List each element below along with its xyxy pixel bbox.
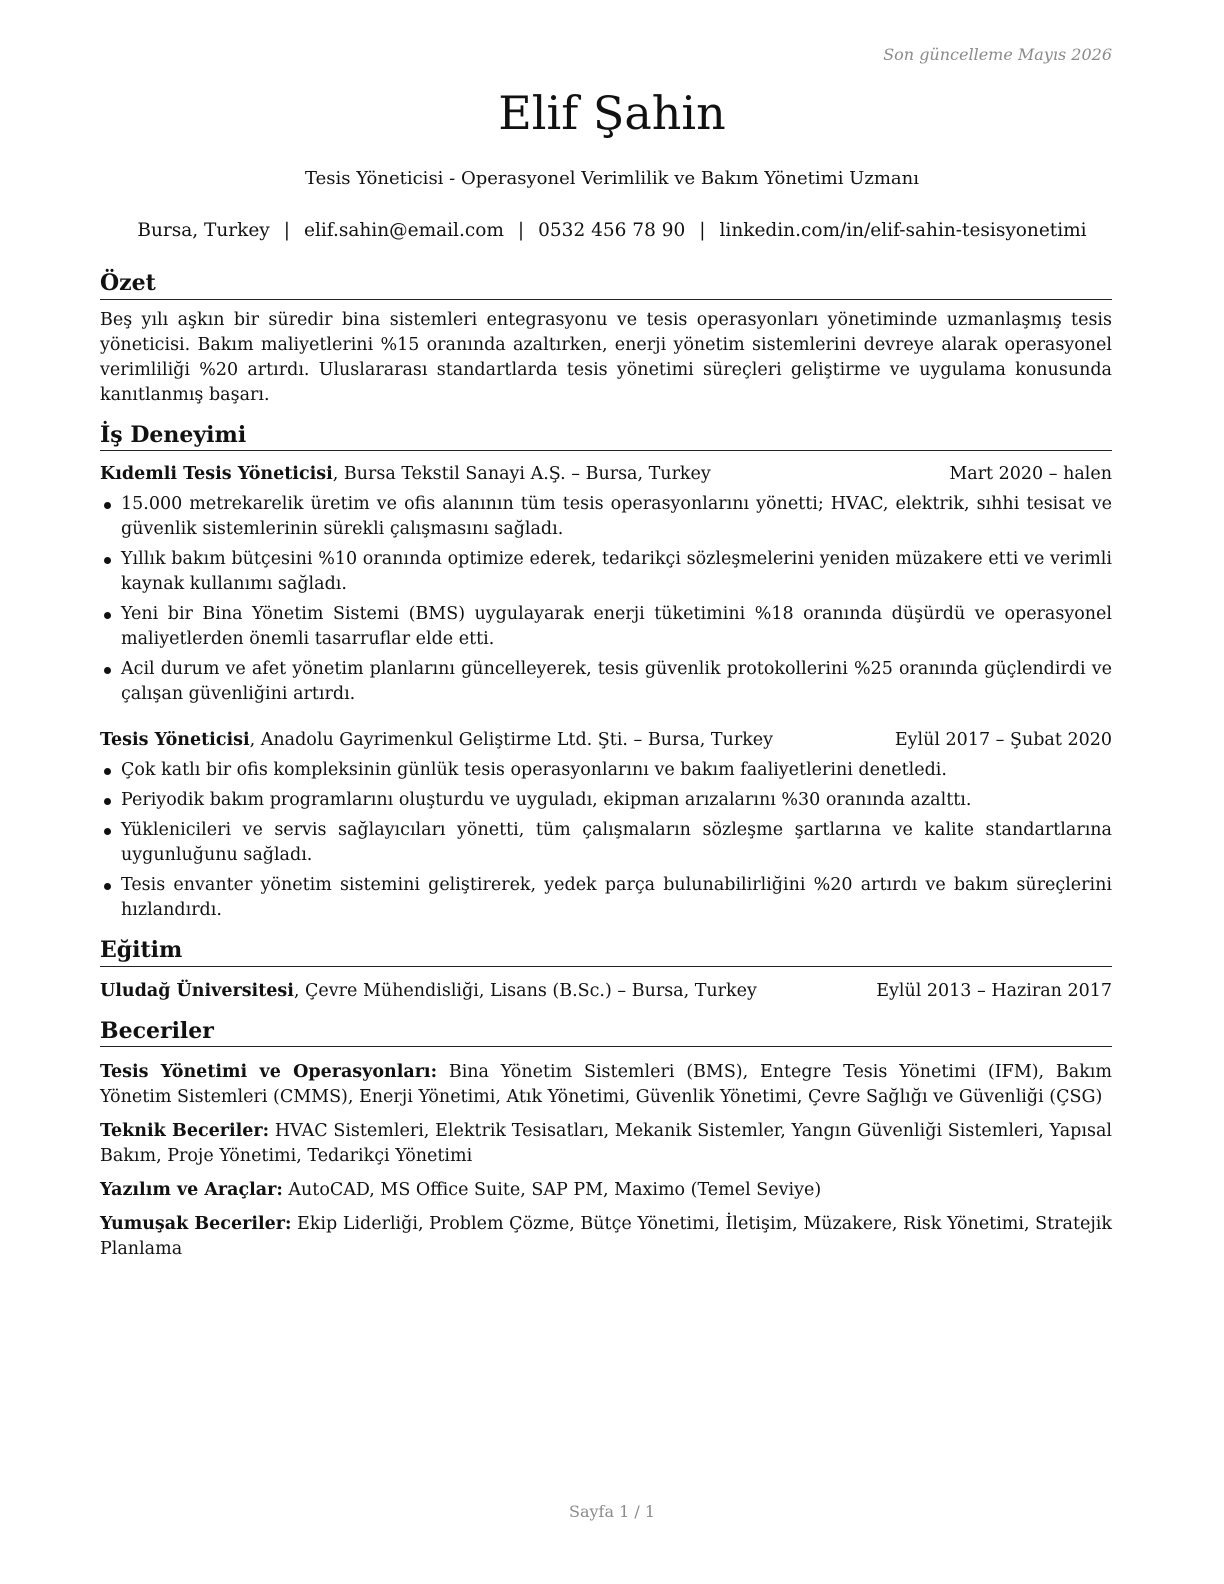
skill-group bbox=[100, 1212, 1112, 1262]
job-company: , Bursa Tekstil Sanayi A.Ş. – Bursa, Turkey bbox=[332, 464, 711, 484]
section-title-experience: İş Deneyimi bbox=[100, 422, 1112, 452]
job-bullets bbox=[100, 492, 1112, 707]
skill-group-text: AutoCAD, MS Office Suite, SAP PM, Maximo (Temel Seviye) bbox=[282, 1180, 822, 1200]
job-bullet: Tesis envanter yönetim sistemini geliştirerek, yedek parça bulunabilirliğini %20 artırdı ve bakım süreçlerini hızlandırdı. bbox=[100, 873, 1112, 923]
education-dates: Eylül 2013 – Haziran 2017 bbox=[876, 980, 1112, 1001]
skills-section bbox=[100, 1018, 1112, 1263]
skill-group-text: Bina Yönetim Sistemleri (BMS), Entegre Tesis Yönetimi (IFM), Bakım Yönetim Sistemleri (CMMS), Enerji Yönetimi, Atık Yönetimi, Güvenlik Yönetimi, Çevre Sağlığı ve Güvenliği (ÇSG) bbox=[100, 1062, 1112, 1107]
job-title-line bbox=[100, 462, 711, 487]
job-bullet: Yıllık bakım bütçesini %10 oranında optimize ederek, tedarikçi sözleşmelerini yeniden müzakere etti ve verimli kaynak kullanımı sağladı. bbox=[100, 547, 1112, 597]
page-number: Sayfa 1 / 1 bbox=[568, 1502, 655, 1521]
job-bullet: Periyodik bakım programlarını oluşturdu ve uyguladı, ekipman arızalarını %30 oranında azalttı. bbox=[100, 788, 1112, 813]
headline: Tesis Yöneticisi - Operasyonel Verimlilik ve Bakım Yönetimi Uzmanı bbox=[305, 168, 919, 189]
job-header bbox=[100, 462, 1112, 487]
job-entry bbox=[100, 462, 1112, 707]
summary-text: Beş yılı aşkın bir süredir bina sistemleri entegrasyonu ve tesis operasyonları yönetiminde uzmanlaşmış tesis yöneticisi. Bakım maliyetlerini %15 oranında azaltırken, enerji yönetim sistemlerini devreye alarak operasyonel verimliliği %20 artırdı. Uluslararası standartlarda tesis yönetimi süreçleri geliştirme ve uygulama konusunda kanıtlanmış başarı. bbox=[100, 309, 1112, 405]
contact-separator: | bbox=[517, 220, 525, 241]
section-title-summary: Özet bbox=[100, 270, 1112, 300]
contact-separator: | bbox=[283, 220, 290, 241]
job-bullet: 15.000 metrekarelik üretim ve ofis alanının tüm tesis operasyonlarını yönetti; HVAC, elektrik, sıhhi tesisat ve güvenlik sistemlerinin sürekli çalışmasını sağladı. bbox=[100, 492, 1112, 542]
job-bullets bbox=[100, 758, 1112, 923]
job-bullet: Çok katlı bir ofis kompleksinin günlük tesis operasyonlarını ve bakım faaliyetlerini denetledi. bbox=[100, 758, 1112, 783]
skill-group-label: Yazılım ve Araçlar: bbox=[100, 1180, 283, 1200]
contact-linkedin[interactable]: linkedin.com/in/elif-sahin-tesisyonetimi bbox=[719, 220, 1087, 241]
job-title-line bbox=[100, 728, 773, 753]
skill-group-label: Yumuşak Beceriler: bbox=[100, 1214, 292, 1234]
skill-group-label: Tesis Yönetimi ve Operasyonları: bbox=[100, 1062, 438, 1082]
job-dates: Mart 2020 – halen bbox=[949, 464, 1112, 484]
contact-separator: | bbox=[699, 220, 706, 241]
section-title-education: Eğitim bbox=[100, 937, 1112, 967]
education-entry bbox=[100, 979, 1112, 1004]
education-title-line bbox=[100, 979, 757, 1004]
resume-body bbox=[100, 270, 1112, 1262]
contact-line bbox=[0, 220, 1224, 241]
job-bullet: Yüklenicileri ve servis sağlayıcıları yönetti, tüm çalışmaların sözleşme şartlarına ve kalite standartlarına uygunluğunu sağladı. bbox=[100, 818, 1112, 868]
education-school: Uludağ Üniversitesi bbox=[100, 980, 294, 1001]
education-section bbox=[100, 937, 1112, 1004]
skill-group bbox=[100, 1060, 1112, 1110]
skill-group bbox=[100, 1178, 1112, 1203]
skill-group bbox=[100, 1119, 1112, 1169]
summary-section bbox=[100, 270, 1112, 408]
skill-group-text: HVAC Sistemleri, Elektrik Tesisatları, Mekanik Sistemler, Yangın Güvenliği Sistemleri, Yapısal Bakım, Proje Yönetimi, Tedarikçi Yönetimi bbox=[100, 1121, 1112, 1166]
job-dates: Eylül 2017 – Şubat 2020 bbox=[894, 730, 1112, 750]
job-header bbox=[100, 728, 1112, 753]
job-role: Tesis Yöneticisi bbox=[100, 730, 250, 750]
candidate-name: Elif Şahin bbox=[498, 86, 726, 140]
contact-phone[interactable]: 0532 456 78 90 bbox=[538, 220, 686, 241]
contact-location: Bursa, Turkey bbox=[137, 220, 270, 241]
skill-group-text: Ekip Liderliği, Problem Çözme, Bütçe Yönetimi, İletişim, Müzakere, Risk Yönetimi, Stratejik Planlama bbox=[100, 1214, 1112, 1259]
job-bullet: Acil durum ve afet yönetim planlarını güncelleyerek, tesis güvenlik protokollerini %25 oranında güçlendirdi ve çalışan güvenliğini artırdı. bbox=[100, 657, 1112, 707]
section-title-skills: Beceriler bbox=[100, 1018, 1112, 1048]
job-bullet: Yeni bir Bina Yönetim Sistemi (BMS) uygulayarak enerji tüketimini %18 oranında düşürdü ve operasyonel maliyetlerden önemli tasarruflar elde etti. bbox=[100, 602, 1112, 652]
skill-group-label: Teknik Beceriler: bbox=[100, 1121, 270, 1141]
job-entry bbox=[100, 728, 1112, 923]
job-company: , Anadolu Gayrimenkul Geliştirme Ltd. Şti. – Bursa, Turkey bbox=[249, 730, 774, 750]
contact-email[interactable]: elif.sahin@email.com bbox=[304, 220, 504, 241]
last-updated-note: Son güncelleme Mayıs 2026 bbox=[883, 45, 1112, 64]
education-details: , Çevre Mühendisliği, Lisans (B.Sc.) – Bursa, Turkey bbox=[293, 980, 757, 1001]
experience-section bbox=[100, 422, 1112, 924]
job-role: Kıdemli Tesis Yöneticisi bbox=[100, 464, 333, 484]
